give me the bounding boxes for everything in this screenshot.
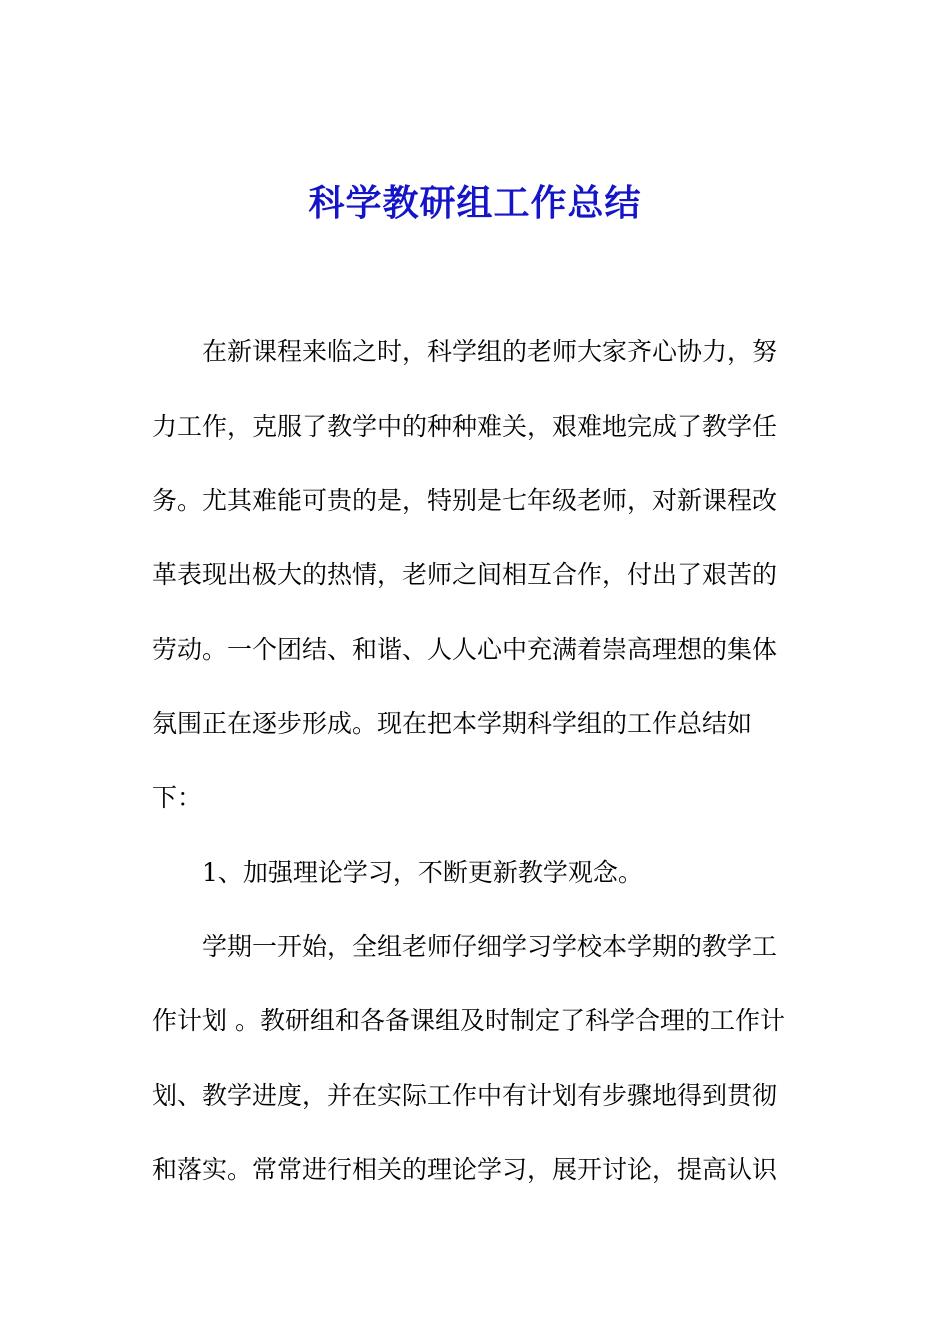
paragraph-line: 作计划 。教研组和各备课组及时制定了科学合理的工作计	[152, 1006, 785, 1035]
paragraph-line: 和落实。常常进行相关的理论学习，展开讨论，提高认识	[152, 1155, 778, 1184]
paragraph-line: 劳动。一个团结、和谐、人人心中充满着崇高理想的集体	[152, 635, 778, 664]
paragraph-line: 学期一开始，全组老师仔细学习学校本学期的教学工	[202, 932, 778, 961]
paragraph-line: 在新课程来临之时，科学组的老师大家齐心协力，努	[202, 337, 778, 366]
section-heading: 1、加强理论学习，不断更新教学观念。	[202, 858, 643, 887]
paragraph-line: 氛围正在逐步形成。现在把本学期科学组的工作总结如	[152, 709, 753, 738]
paragraph-line: 下：	[152, 783, 203, 812]
paragraph-line: 革表现出极大的热情，老师之间相互合作，付出了艰苦的	[152, 560, 778, 589]
paragraph-line: 划、教学进度，并在实际工作中有计划有步骤地得到贯彻	[152, 1081, 778, 1110]
paragraph-line: 务。尤其难能可贵的是，特别是七年级老师，对新课程改	[152, 486, 778, 515]
paragraph-line: 力工作，克服了教学中的种种难关，艰难地完成了教学任	[152, 412, 778, 441]
document-title: 科学教研组工作总结	[308, 182, 642, 224]
